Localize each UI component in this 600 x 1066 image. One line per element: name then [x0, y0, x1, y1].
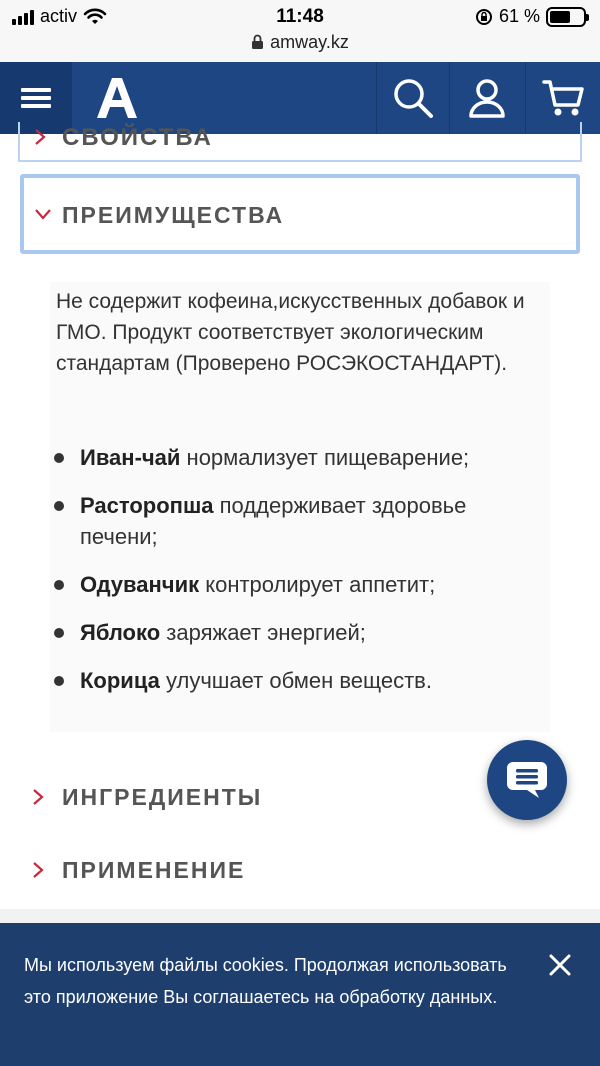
- accordion-title-properties: СВОЙСТВА: [62, 124, 213, 151]
- chat-button[interactable]: [487, 740, 567, 820]
- bullet: [54, 501, 64, 511]
- orientation-lock-icon: [475, 8, 493, 26]
- benefit-text: контролирует аппетит;: [199, 572, 436, 597]
- battery-icon: [546, 7, 586, 27]
- bullet: [54, 628, 64, 638]
- accordion-title-benefits: ПРЕИМУЩЕСТВА: [62, 202, 285, 228]
- url-bar[interactable]: [0, 32, 600, 62]
- battery-percent: 61 %: [498, 6, 540, 26]
- accordion-title-ingredients: ИНГРЕДИЕНТЫ: [62, 784, 263, 810]
- list-item: [50, 665, 550, 696]
- status-right: [475, 6, 586, 27]
- list-item: [50, 569, 550, 600]
- benefit-name: Иван-чай: [80, 445, 181, 470]
- clock: 11:48: [276, 6, 324, 27]
- benefit-name: Яблоко: [80, 620, 161, 645]
- benefit-name: Одуванчик: [80, 572, 200, 597]
- hamburger-icon: [20, 86, 52, 110]
- url-text: amway.kz: [270, 32, 349, 52]
- benefit-name: Расторопша: [80, 493, 214, 518]
- benefit-name: Корица: [80, 668, 160, 693]
- cookie-close-button[interactable]: [546, 951, 574, 979]
- carrier-label: activ: [40, 6, 78, 26]
- cookie-banner: [0, 923, 600, 1066]
- close-icon: [546, 951, 574, 979]
- accordion-usage[interactable]: [20, 841, 580, 901]
- benefit-text: заряжает энергией;: [160, 620, 366, 645]
- lock-icon: [251, 34, 264, 50]
- benefits-panel: [50, 282, 550, 732]
- cart-icon: [542, 78, 584, 118]
- chat-bubble-icon: [505, 760, 549, 800]
- chevron-right-icon: [34, 128, 46, 146]
- chevron-right-icon: [32, 788, 44, 806]
- cookie-text: Мы используем файлы cookies. Продолжая использовать это приложение Вы соглашаетесь на обработку данных.: [24, 955, 507, 1007]
- bullet: [54, 676, 64, 686]
- list-item: [50, 490, 550, 552]
- accordion-properties[interactable]: [18, 122, 582, 162]
- benefit-text: поддерживает здоровье печени;: [80, 493, 467, 549]
- accordion-benefits[interactable]: [20, 174, 580, 254]
- bullet: [54, 580, 64, 590]
- chevron-down-icon: [34, 208, 52, 220]
- benefit-text: улучшает обмен веществ.: [159, 668, 432, 693]
- chevron-right-icon: [32, 861, 44, 879]
- bullet: [54, 453, 64, 463]
- benefits-intro: Не содержит кофеина,искусственных добавок и ГМО. Продукт соответствует экологическим стандартам (Проверено РОСЭКОСТАНДАРТ).: [56, 290, 525, 375]
- search-icon: [392, 77, 434, 119]
- list-item: [50, 617, 550, 648]
- benefit-text: нормализует пищеварение;: [180, 445, 470, 470]
- logo-icon: [95, 76, 139, 120]
- benefits-list: [50, 442, 550, 713]
- accordion-title-usage: ПРИМЕНЕНИЕ: [62, 857, 246, 883]
- user-icon: [467, 78, 507, 118]
- status-bar: [0, 0, 600, 34]
- battery-fill: [550, 11, 570, 23]
- list-item: [50, 442, 550, 473]
